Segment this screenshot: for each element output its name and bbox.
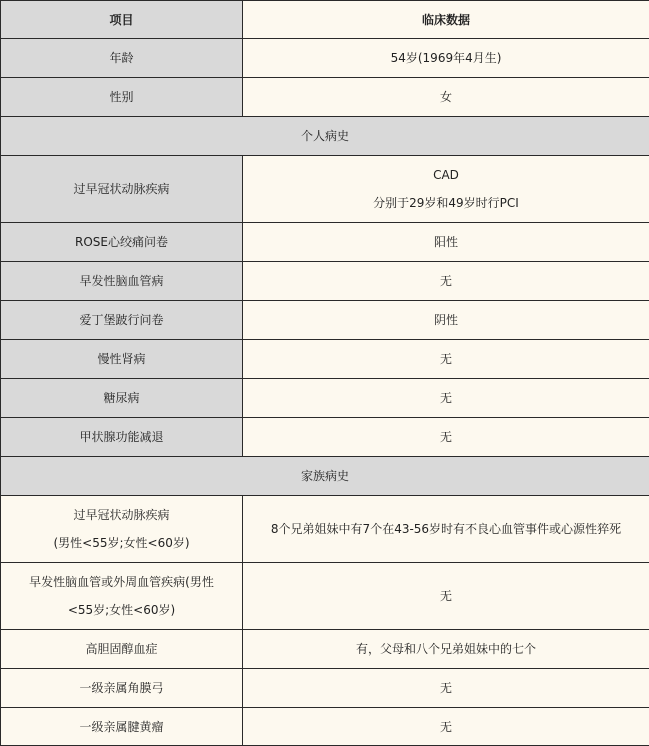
section-row-family-history [1, 457, 649, 496]
rose-label: ROSE心绞痛问卷 [1, 223, 243, 262]
xanthoma-value: 无 [243, 708, 649, 746]
premature-cvd-label-line2: <55岁;女性<60岁) [67, 603, 176, 617]
section-title-family-history: 家族病史 [1, 457, 649, 496]
hypothyroid-label: 甲状腺功能减退 [1, 418, 243, 457]
table-row [1, 340, 649, 379]
hypothyroid-value: 无 [243, 418, 649, 457]
edinburgh-value: 阴性 [243, 301, 649, 340]
premature-cad-value: 8个兄弟姐妹中有7个在43-56岁时有不良心血管事件或心源性猝死 [243, 496, 649, 563]
age-value: 54岁(1969年4月生) [243, 39, 649, 78]
section-row-personal-history [1, 117, 649, 156]
table-header-row [1, 1, 649, 39]
premature-cvd-label [1, 563, 243, 630]
sex-value: 女 [243, 78, 649, 117]
table-row [1, 301, 649, 340]
age-label: 年龄 [1, 39, 243, 78]
diabetes-label: 糖尿病 [1, 379, 243, 418]
sex-label: 性别 [1, 78, 243, 117]
ckd-value: 无 [243, 340, 649, 379]
ckd-label: 慢性肾病 [1, 340, 243, 379]
cad-value [243, 156, 649, 223]
rose-value: 阳性 [243, 223, 649, 262]
stroke-label: 早发性脑血管病 [1, 262, 243, 301]
corneal-arcus-value: 无 [243, 669, 649, 708]
diabetes-value: 无 [243, 379, 649, 418]
cad-value-line1: CAD [433, 168, 459, 182]
hypercholesterolemia-label: 高胆固醇血症 [1, 630, 243, 669]
cad-label: 过早冠状动脉疾病 [1, 156, 243, 223]
table-row [1, 708, 649, 746]
table-row [1, 223, 649, 262]
table-row [1, 379, 649, 418]
corneal-arcus-label: 一级亲属角膜弓 [1, 669, 243, 708]
stroke-value: 无 [243, 262, 649, 301]
edinburgh-label: 爱丁堡跛行问卷 [1, 301, 243, 340]
table-row [1, 39, 649, 78]
hypercholesterolemia-value: 有，父母和八个兄弟姐妹中的七个 [243, 630, 649, 669]
premature-cvd-label-line1: 早发性脑血管或外周血管疾病(男性 [29, 575, 214, 589]
premature-cad-label-line1: 过早冠状动脉疾病 [73, 508, 170, 522]
header-clinical-data: 临床数据 [243, 1, 649, 39]
cad-value-line2: 分别于29岁和49岁时行PCI [373, 196, 519, 210]
table-row [1, 630, 649, 669]
table-row [1, 156, 649, 223]
xanthoma-label: 一级亲属腱黄瘤 [1, 708, 243, 746]
table-row [1, 78, 649, 117]
table-row [1, 669, 649, 708]
table-row [1, 418, 649, 457]
table-row [1, 262, 649, 301]
header-item: 项目 [1, 1, 243, 39]
premature-cad-label-line2: (男性<55岁;女性<60岁) [53, 536, 190, 550]
table-row [1, 563, 649, 630]
section-title-personal-history: 个人病史 [1, 117, 649, 156]
premature-cad-label [1, 496, 243, 563]
premature-cvd-value: 无 [243, 563, 649, 630]
table-row [1, 496, 649, 563]
